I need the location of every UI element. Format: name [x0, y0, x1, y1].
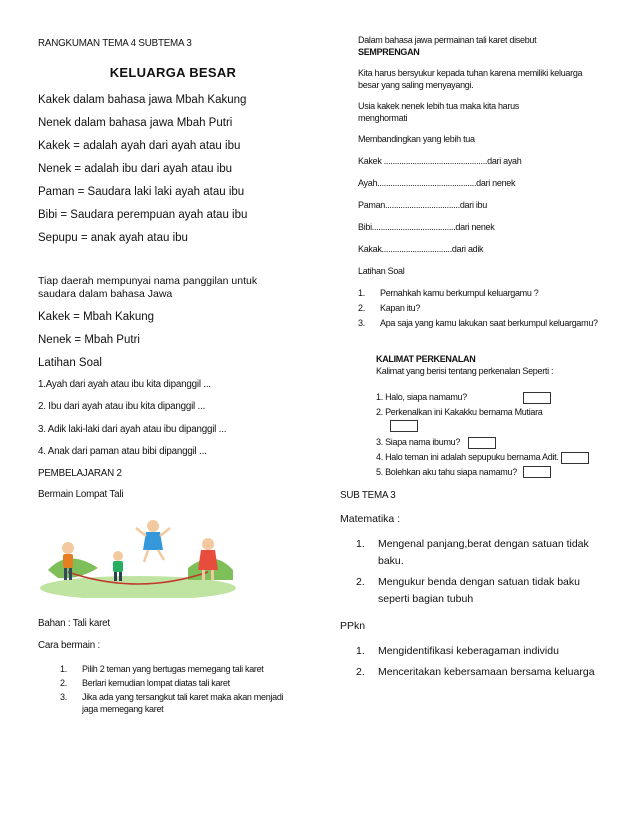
list-item: 2. Mengukur benda dengan satuan tidak baku seperti bagian tubuh [356, 575, 580, 605]
latihan-item: 1.Ayah dari ayah atau ibu kita dipanggil ... [38, 378, 211, 390]
list-item: 1. Mengidentifikasi keberagaman individu [356, 644, 559, 657]
list-item: 1. Mengenal panjang,berat dengan satuan tidak baku. [356, 537, 589, 567]
list-item: 2. Menceritakan kebersamaan bersama keluarga [356, 665, 595, 678]
latihan-title: Latihan Soal [38, 356, 102, 369]
list-item: 3. Apa saja yang kamu lakukan saat berkumpul keluargamu? [358, 318, 598, 328]
subtema-title: SUB TEMA 3 [340, 490, 396, 502]
ppkn-list [356, 643, 596, 681]
matematika-list [356, 536, 596, 608]
sempreng-term: SEMPRENGAN [358, 47, 420, 57]
list-item: 1. Pilih 2 teman yang bertugas memegang tali karet [60, 663, 264, 674]
kalimat-intro: Kalimat yang berisi tentang perkenalan Seperti : [376, 366, 554, 376]
ppkn-title: PPkn [340, 619, 366, 632]
cara-title: Cara bermain : [38, 640, 100, 651]
kalimat-line: 5. Bolehkan aku tahu siapa namamu? [376, 466, 610, 479]
latihan-item: 4. Anak dari paman atau bibi dipanggil ... [38, 446, 207, 457]
regional-intro: Tiap daerah mempunyai nama panggilan untuk saudara dalam bahasa Jawa [38, 274, 258, 300]
latihan-item: 3. Adik laki-laki dari ayah atau ibu dipanggil ... [38, 423, 227, 435]
list-item: 2. Berlari kemudian lompat diatas tali karet [60, 677, 230, 688]
header-line: RANGKUMAN TEMA 4 SUBTEMA 3 [38, 38, 192, 49]
list-item: 1. Pernahkah kamu berkumpul keluargamu ? [358, 288, 539, 298]
latihan-title: Latihan Soal [358, 266, 405, 276]
hormat-text: Usia kakek nenek lebih tua maka kita harus menghormati [358, 101, 519, 123]
answer-box[interactable] [523, 392, 551, 404]
compare-line: Kakak................................dari adik [358, 244, 484, 254]
kalimat-box-line [376, 420, 610, 433]
kalimat-block [340, 353, 610, 478]
kalimat-line: 2. Perkenalkan ini Kakakku bernama Mutiara [376, 406, 543, 417]
compare-line: Bibi......................................dari nenek [358, 222, 495, 232]
term-line: Nenek dalam bahasa jawa Mbah Putri [38, 116, 233, 129]
latihan-item: 2. Ibu dari ayah atau ibu kita dipanggil ... [38, 401, 206, 412]
jump-rope-illustration [38, 508, 238, 598]
compare-line: Ayah.............................................dari nenek [358, 178, 516, 188]
term-line: Nenek = Mbah Putri [38, 333, 140, 346]
matematika-title: Matematika : [340, 512, 401, 525]
answer-box[interactable] [561, 452, 589, 464]
left-column [38, 38, 308, 715]
term-line: Paman = Saudara laki laki ayah atau ibu [38, 185, 245, 198]
answer-box[interactable] [390, 420, 418, 432]
kalimat-line: 3. Siapa nama ibumu? [376, 436, 610, 449]
bahan-line: Bahan : Tali karet [38, 617, 110, 629]
right-column [340, 34, 610, 681]
term-line: Bibi = Saudara perempuan ayah atau ibu [38, 208, 248, 221]
section-pembelajaran: PEMBELAJARAN 2 [38, 467, 122, 479]
term-line: Kakek = adalah ayah dari ayah atau ibu [38, 139, 241, 152]
family-terms [38, 93, 308, 245]
list-item: 2. Kapan itu? [358, 303, 421, 313]
term-line: Kakek = Mbah Kakung [38, 310, 155, 323]
section-bermain: Bermain Lompat Tali [38, 489, 124, 500]
answer-box[interactable] [523, 466, 551, 478]
compare-line: Paman..................................dari ibu [358, 200, 487, 210]
answer-box[interactable] [468, 437, 496, 449]
kalimat-title: KALIMAT PERKENALAN [376, 354, 476, 364]
term-line: Sepupu = anak ayah atau ibu [38, 231, 188, 244]
membandingkan-title: Membandingkan yang lebih tua [358, 134, 475, 144]
term-line: Nenek = adalah ibu dari ayah atau ibu [38, 162, 233, 175]
latihan-list [358, 287, 598, 329]
sempreng-intro: Dalam bahasa jawa permainan tali karet disebut [358, 35, 537, 45]
list-item: 3. Jika ada yang tersangkut tali karet maka akan menjadi jaga memegang karet [60, 691, 284, 714]
syukur-text: Kita harus bersyukur kepada tuhan karena memiliki keluarga besar yang saling menyayangi. [358, 68, 583, 90]
term-line: Kakek dalam bahasa jawa Mbah Kakung [38, 93, 247, 106]
cara-list [60, 663, 290, 715]
page-title: KELUARGA BESAR [109, 64, 237, 80]
compare-line: Kakek ...............................................dari ayah [358, 156, 522, 166]
kalimat-line: 1. Halo, siapa namamu? [376, 391, 610, 404]
right-indented-block [340, 34, 610, 329]
kalimat-line: 4. Halo teman ini adalah sepupuku bernama Adit. [376, 451, 596, 464]
